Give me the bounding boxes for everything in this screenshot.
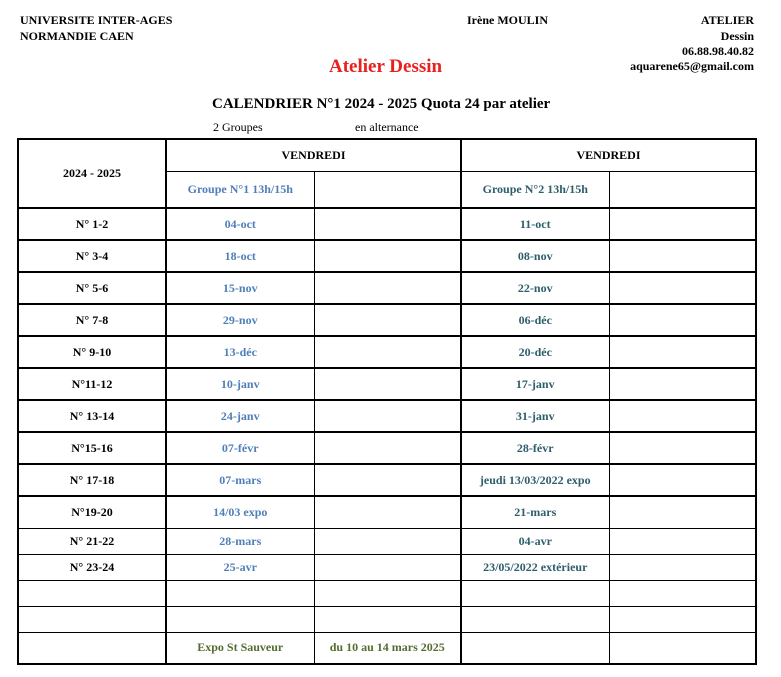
table-row (18, 368, 756, 400)
group1-notes (314, 432, 461, 464)
table-row (18, 272, 756, 304)
group2-date: 11-oct (461, 208, 609, 240)
table-row (18, 496, 756, 528)
group1-date (166, 580, 314, 606)
group2-date: 23/05/2022 extérieur (461, 554, 609, 580)
group1-date: 28-mars (166, 528, 314, 554)
table-row (18, 432, 756, 464)
group1-date: 04-oct (166, 208, 314, 240)
group1-notes (314, 208, 461, 240)
group1-date: 25-avr (166, 554, 314, 580)
group1-date: 07-mars (166, 464, 314, 496)
session-cell: N°11-12 (18, 368, 166, 400)
session-cell: N° 13-14 (18, 400, 166, 432)
group2-header: Groupe N°2 13h/15h (461, 171, 609, 208)
table-row (18, 606, 756, 632)
group2-date: 22-nov (461, 272, 609, 304)
footer-dates: du 10 au 14 mars 2025 (314, 632, 461, 664)
session-cell: N° 17-18 (18, 464, 166, 496)
group2-date: 31-janv (461, 400, 609, 432)
group2-notes (609, 336, 756, 368)
group1-notes (314, 240, 461, 272)
group2-notes (609, 496, 756, 528)
group1-notes (314, 304, 461, 336)
table-row (18, 240, 756, 272)
group2-date: 20-déc (461, 336, 609, 368)
org-line-2: NORMANDIE CAEN (20, 29, 134, 43)
footer-empty-g2 (461, 632, 609, 664)
group2-date: 21-mars (461, 496, 609, 528)
group1-date: 13-déc (166, 336, 314, 368)
group2-notes (609, 240, 756, 272)
group1-notes (314, 272, 461, 304)
table-footer-row (18, 632, 756, 664)
header-row-days (18, 139, 756, 171)
atelier-label: ATELIER (700, 13, 754, 27)
group1-date (166, 606, 314, 632)
session-cell: N°15-16 (18, 432, 166, 464)
phone-number: 06.88.98.40.82 (682, 44, 754, 58)
group2-date: 17-janv (461, 368, 609, 400)
session-cell: N° 21-22 (18, 528, 166, 554)
email-address: aquarene65@gmail.com (630, 59, 754, 73)
session-cell: N° 9-10 (18, 336, 166, 368)
session-cell: N° 7-8 (18, 304, 166, 336)
group2-date: jeudi 13/03/2022 expo (461, 464, 609, 496)
day-header-group2: VENDREDI (461, 139, 756, 171)
group1-date: 15-nov (166, 272, 314, 304)
table-row (18, 528, 756, 554)
alternance-note: en alternance (355, 120, 419, 134)
group1-date: 18-oct (166, 240, 314, 272)
group1-date: 10-janv (166, 368, 314, 400)
group1-notes (314, 554, 461, 580)
calendar-title: CALENDRIER N°1 2024 - 2025 Quota 24 par atelier (212, 96, 551, 112)
group1-notes (314, 464, 461, 496)
group1-notes (314, 496, 461, 528)
table-row (18, 336, 756, 368)
group2-notes (609, 304, 756, 336)
group2-date: 08-nov (461, 240, 609, 272)
group1-notes (314, 336, 461, 368)
year-label-cell: 2024 - 2025 (18, 139, 166, 208)
day-header-group1: VENDREDI (166, 139, 461, 171)
group1-empty-header (314, 171, 461, 208)
person-name: Irène MOULIN (467, 13, 548, 27)
session-cell (18, 606, 166, 632)
group2-notes (609, 432, 756, 464)
session-cell: N°19-20 (18, 496, 166, 528)
group2-date (461, 606, 609, 632)
session-cell: N° 1-2 (18, 208, 166, 240)
group2-date: 04-avr (461, 528, 609, 554)
session-cell: N° 23-24 (18, 554, 166, 580)
group1-date: 14/03 expo (166, 496, 314, 528)
group1-notes (314, 368, 461, 400)
group2-notes (609, 528, 756, 554)
table-row (18, 580, 756, 606)
group1-notes (314, 606, 461, 632)
group2-notes (609, 400, 756, 432)
group2-date: 06-déc (461, 304, 609, 336)
group1-notes (314, 580, 461, 606)
table-row (18, 304, 756, 336)
session-cell (18, 580, 166, 606)
group2-notes (609, 368, 756, 400)
table-row (18, 554, 756, 580)
group2-notes (609, 554, 756, 580)
group1-date: 24-janv (166, 400, 314, 432)
group2-date: 28-févr (461, 432, 609, 464)
table-row (18, 464, 756, 496)
group2-notes (609, 208, 756, 240)
group1-notes (314, 400, 461, 432)
group2-notes (609, 464, 756, 496)
table-row (18, 208, 756, 240)
footer-empty-g2b (609, 632, 756, 664)
group1-date: 29-nov (166, 304, 314, 336)
group1-header: Groupe N°1 13h/15h (166, 171, 314, 208)
group2-notes (609, 272, 756, 304)
footer-event: Expo St Sauveur (166, 632, 314, 664)
org-line-1: UNIVERSITE INTER-AGES (20, 13, 173, 27)
group2-notes (609, 580, 756, 606)
group2-empty-header (609, 171, 756, 208)
session-cell: N° 5-6 (18, 272, 166, 304)
calendar-table (17, 138, 757, 665)
groups-note: 2 Groupes (213, 120, 263, 134)
calendar-body (18, 139, 756, 664)
group1-date: 07-févr (166, 432, 314, 464)
session-cell: N° 3-4 (18, 240, 166, 272)
table-row (18, 400, 756, 432)
footer-session-cell (18, 632, 166, 664)
group2-notes (609, 606, 756, 632)
atelier-subject: Dessin (720, 29, 754, 43)
atelier-title: Atelier Dessin (329, 56, 443, 77)
group1-notes (314, 528, 461, 554)
group2-date (461, 580, 609, 606)
